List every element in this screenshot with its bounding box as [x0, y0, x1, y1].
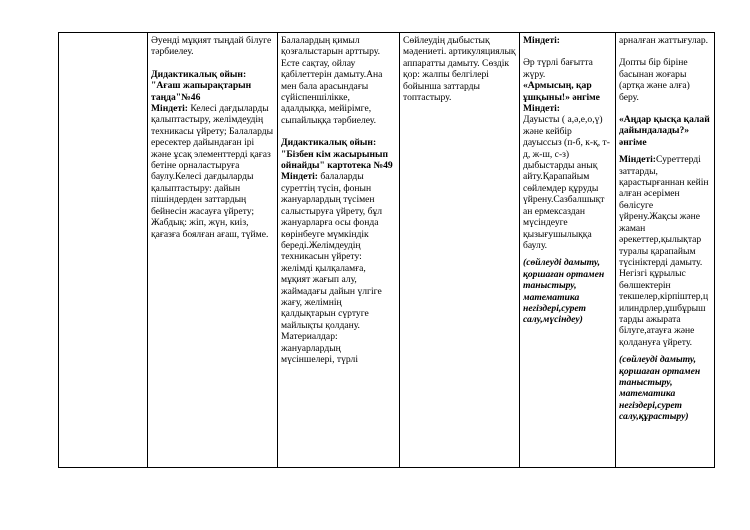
col4-task-text: Әр түрлі бағытта жүру.: [523, 57, 593, 80]
col5-task: Міндеті:Суреттерді заттарды, қарастырғаннан кейін алған әсерімен бөлісуге үйрену.Жақсы және жаман әрекеттер,қылықтар туралы қарапайым түсініктерді дамыту. Негізгі құрылыс бөлшектерін текшелер,кірпіштер,ц илиндрлер,ұшбұрыш тарды ажырата білуге,атауға және қолдануға үйрету.: [619, 154, 709, 348]
col2-intro: Балалардың қимыл қозғалыстарын арттыру. Есте сақтау, ойлау қабілеттерін дамыту.Ана мен бала арасындағы сүйіспеншілікке, адалдыққа, мейірімге, сыпайлыққа тәрбиелеу.: [281, 35, 383, 126]
col4-task-label: Міндеті:: [523, 35, 560, 46]
col4-task-label2: Міндеті:: [523, 103, 560, 115]
empty-cell: [59, 33, 148, 468]
col4-song-title: «Армысың, қар ұшқыны!» әнгіме: [523, 80, 600, 103]
col4-task-text2: Дауысты ( а,ә,е,о,ү) және кейбір дауыссыз (п-б, к-қ, т-д, ж-ш, с-з) дыбыстарды анық айту.Қарапайым сөйлемдер құруды үйрену.Сазбалшықт ан ермексаздан мүсіндеуге қызығушылыққа баулу.: [523, 114, 610, 251]
cell-col3: [400, 33, 520, 468]
cell-col1: [148, 33, 278, 468]
col5-story-title: «Аңдар қысқа қалай дайындалады?» әнгіме: [619, 114, 710, 148]
cell-col4: [520, 33, 616, 468]
col2-task: Міндеті: балаларды суреттің түсін, фонын жануарлардың түсімен салыстыруға үйрету, бұл жануарларға осы фонда көрінбеуге мүмкіндік береді.Желімдеудің техникасын үйрету: желімді қылқаламға, мұқият жағып алу, жаймадағы дайын үлгіге жағу, желімнің қалдықтарын сүртуге майлықты қолдану. Материалдар: жануарлардың мүсіншелері, түрлі: [281, 171, 383, 365]
col2-game-title: Дидактикалық ойын: "Бізбен кім жасырынып ойнайды" картотека №49: [281, 137, 393, 172]
col4-areas: (сөйлеуді дамыту, қоршаған ортамен таныстыру, математика негіздері,сурет салу,мүсіндеу): [523, 257, 605, 326]
cell-col5: [616, 33, 715, 468]
col3-text: Сөйлеудің дыбыстық мәдениеті. артикуляциялық аппаратты дамыту. Сөздік қор: жалпы белгілері бойынша заттарды топтастыру.: [403, 35, 516, 104]
table-row: [59, 33, 715, 468]
col1-task: Міндеті: Келесі дағдыларды қалыптастыру, желімдеудің техникасы үйрету; Балаларды ересектер дайындаған ірі және ұсақ элементтерді қағаз бетіне орналастыруға баулу.Келесі дағдыларды қалыптастыру: дайын пішіндерден заттардың бейнесін жасауға үйрету; Жабдық: жіп, жүн, киіз, қағазға боялған ағаш, түйме.: [151, 103, 274, 240]
plan-table: [58, 32, 715, 468]
col5-areas: (сөйлеуді дамыту, қоршаған ортамен таныстыру, математика негіздері,сурет салу,құрастыру): [619, 354, 701, 423]
cell-col2: [278, 33, 400, 468]
col5-intro: арналған жаттығулар.: [619, 35, 709, 46]
col5-p2: Допты бір біріне басынан жоғары (артқа және алға) беру.: [619, 57, 690, 103]
col1-intro: Әуенді мұқият тыңдай білуге тәрбиелеу.: [151, 35, 272, 58]
col1-game-title: Дидактикалық ойын: "Ағаш жапырақтарын таңда"№46: [151, 68, 252, 103]
